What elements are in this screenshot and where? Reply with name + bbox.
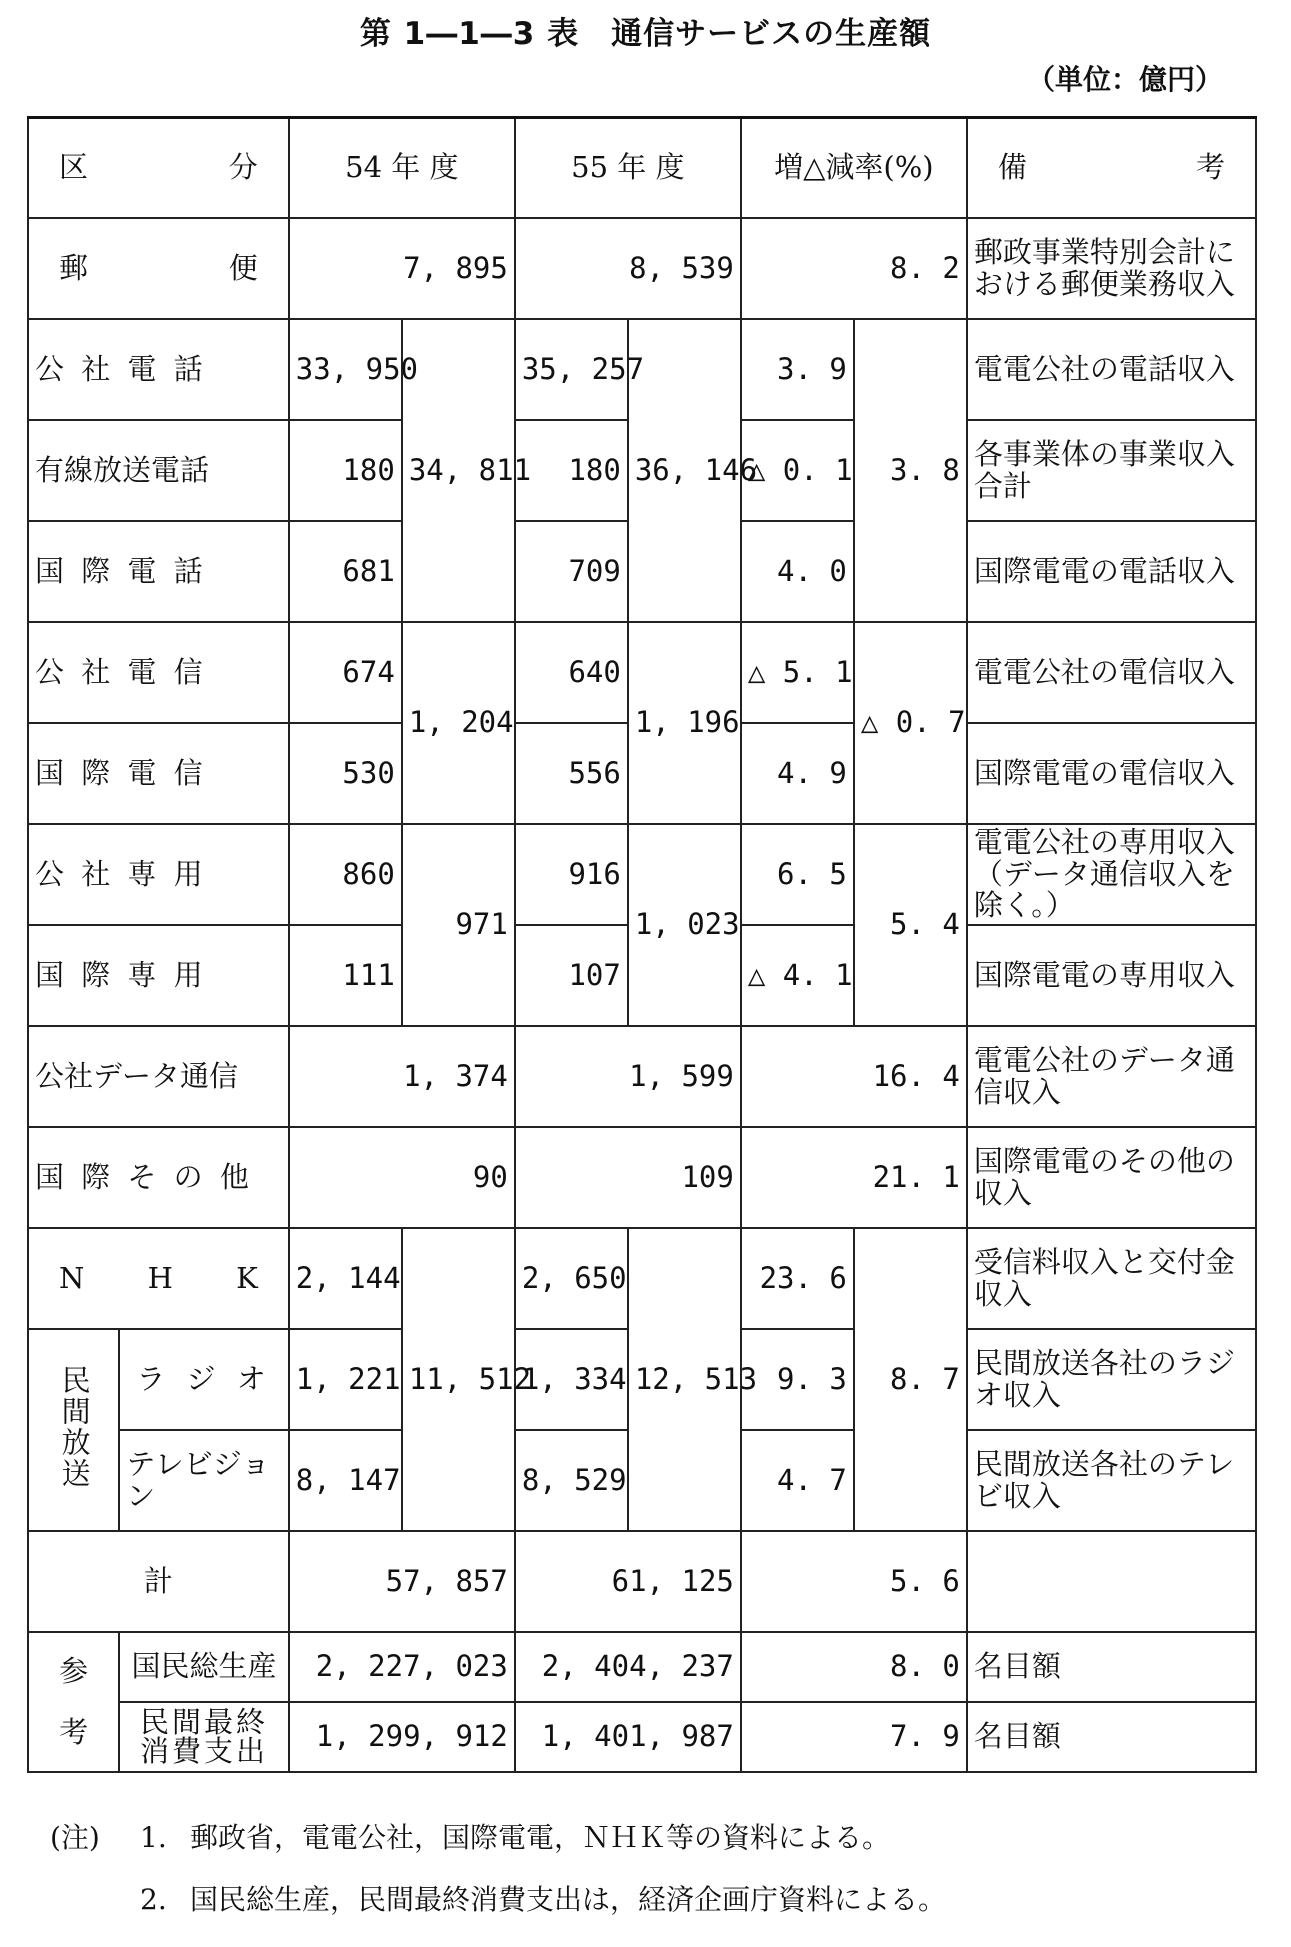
- value-fy55: 61, 125: [515, 1531, 741, 1632]
- value-fy55: 107: [515, 925, 628, 1026]
- value-fy55: 709: [515, 521, 628, 622]
- row-label: 国民総生産: [119, 1632, 289, 1702]
- value-rate: 4. 0: [741, 521, 854, 622]
- footnotes: [50, 1807, 946, 1931]
- value-rate: △ 5. 1: [741, 622, 854, 723]
- group-total-fy54: 971: [402, 824, 515, 1026]
- value-rate: 3. 9: [741, 319, 854, 420]
- value-rate: 4. 7: [741, 1430, 854, 1531]
- value-fy55: 1, 599: [515, 1026, 741, 1127]
- value-fy54: 530: [289, 723, 402, 824]
- group-total-fy54: 11, 512: [402, 1228, 515, 1531]
- value-fy54: 860: [289, 824, 402, 925]
- row-label: 公社データ通信: [28, 1026, 289, 1127]
- header-remarks: 備 考: [967, 118, 1256, 219]
- total-row: [28, 1531, 1256, 1632]
- table-row: [28, 1127, 1256, 1228]
- remarks-cell: 電電公社のデータ通信収入: [967, 1026, 1256, 1127]
- value-fy54: 7, 895: [289, 218, 515, 319]
- remarks-cell: 国際電電の電話収入: [967, 521, 1256, 622]
- value-fy55: 2, 404, 237: [515, 1632, 741, 1702]
- table-row: [28, 1026, 1256, 1127]
- value-fy54: 8, 147: [289, 1430, 402, 1531]
- group-total-fy54: 34, 811: [402, 319, 515, 622]
- remarks-cell: 民間放送各社のラジオ収入: [967, 1329, 1256, 1430]
- value-fy55: 556: [515, 723, 628, 824]
- remarks-cell: 電電公社の電話収入: [967, 319, 1256, 420]
- table-row: [28, 1228, 1256, 1329]
- remarks-cell: 電電公社の専用収入（データ通信収入を除く。）: [967, 824, 1256, 925]
- group-total-fy55: 1, 023: [628, 824, 741, 1026]
- value-rate: 7. 9: [741, 1702, 967, 1772]
- value-fy54: 33, 950: [289, 319, 402, 420]
- value-fy55: 8, 529: [515, 1430, 628, 1531]
- value-fy54: 90: [289, 1127, 515, 1228]
- header-category: 区 分: [28, 118, 289, 219]
- header-fy54: 54 年 度: [289, 118, 515, 219]
- value-fy55: 1, 401, 987: [515, 1702, 741, 1772]
- row-label: 計: [28, 1531, 289, 1632]
- value-rate: 4. 9: [741, 723, 854, 824]
- remarks-cell: 国際電電の電信収入: [967, 723, 1256, 824]
- row-label: 有線放送電話: [28, 420, 289, 521]
- value-rate: 5. 6: [741, 1531, 967, 1632]
- footnote-mark: (注): [50, 1821, 100, 1854]
- value-rate: 8. 0: [741, 1632, 967, 1702]
- remarks-cell: 民間放送各社のテレビ収入: [967, 1430, 1256, 1531]
- row-label: 民間最終消費支出: [119, 1702, 289, 1772]
- value-fy55: 109: [515, 1127, 741, 1228]
- value-fy54: 57, 857: [289, 1531, 515, 1632]
- value-fy55: 35, 257: [515, 319, 628, 420]
- remarks-cell: 受信料収入と交付金収入: [967, 1228, 1256, 1329]
- value-fy54: 2, 227, 023: [289, 1632, 515, 1702]
- value-rate: △ 0. 1: [741, 420, 854, 521]
- value-rate: 9. 3: [741, 1329, 854, 1430]
- value-fy54: 2, 144: [289, 1228, 402, 1329]
- footnote-2: 2. 国民総生産，民間最終消費支出は，経済企画庁資料による。: [140, 1883, 947, 1916]
- header-rate: 増△減率(%): [741, 118, 967, 219]
- remarks-cell: [967, 1531, 1256, 1632]
- value-rate: 6. 5: [741, 824, 854, 925]
- value-fy54: 1, 221: [289, 1329, 402, 1430]
- row-label: 郵 便: [28, 218, 289, 319]
- minkan-hoso-label: 民間放送: [28, 1329, 119, 1531]
- value-fy54: 111: [289, 925, 402, 1026]
- value-rate: △ 4. 1: [741, 925, 854, 1026]
- table-title: 第 1―1―3 表 通信サービスの生産額: [359, 16, 932, 52]
- value-rate: 16. 4: [741, 1026, 967, 1127]
- remarks-cell: 電電公社の電信収入: [967, 622, 1256, 723]
- row-label: テレビジョン: [119, 1430, 289, 1531]
- value-fy55: 180: [515, 420, 628, 521]
- group-total-fy55: 12, 513: [628, 1228, 741, 1531]
- group-rate: △ 0. 7: [854, 622, 967, 824]
- table-row: [28, 218, 1256, 319]
- row-label: 国 際 そ の 他: [28, 1127, 289, 1228]
- row-label: 公 社 電 話: [28, 319, 289, 420]
- row-label: N H K: [28, 1228, 289, 1329]
- value-fy55: 8, 539: [515, 218, 741, 319]
- table-row: [28, 824, 1256, 925]
- value-fy54: 1, 374: [289, 1026, 515, 1127]
- remarks-cell: 郵政事業特別会計における郵便業務収入: [967, 218, 1256, 319]
- value-fy55: 916: [515, 824, 628, 925]
- remarks-cell: 名目額: [967, 1702, 1256, 1772]
- table-row: [28, 1632, 1256, 1702]
- group-total-fy55: 36, 146: [628, 319, 741, 622]
- row-label: ラ ジ オ: [119, 1329, 289, 1430]
- remarks-cell: 各事業体の事業収入合計: [967, 420, 1256, 521]
- unit-label: （単位：億円）: [1026, 63, 1223, 96]
- value-rate: 21. 1: [741, 1127, 967, 1228]
- group-total-fy55: 1, 196: [628, 622, 741, 824]
- group-rate: 3. 8: [854, 319, 967, 622]
- header-row: [28, 118, 1256, 219]
- remarks-cell: 名目額: [967, 1632, 1256, 1702]
- row-label: 国 際 電 話: [28, 521, 289, 622]
- group-total-fy54: 1, 204: [402, 622, 515, 824]
- group-rate: 8. 7: [854, 1228, 967, 1531]
- value-fy55: 1, 334: [515, 1329, 628, 1430]
- value-rate: 8. 2: [741, 218, 967, 319]
- table-row: [28, 319, 1256, 420]
- sanko-label: 参 考: [28, 1632, 119, 1772]
- value-fy54: 180: [289, 420, 402, 521]
- header-fy55: 55 年 度: [515, 118, 741, 219]
- remarks-cell: 国際電電のその他の収入: [967, 1127, 1256, 1228]
- value-fy55: 640: [515, 622, 628, 723]
- footnote-1: (注) 1. 郵政省，電電公社，国際電電，ＮＨＫ等の資料による。: [50, 1807, 946, 1869]
- production-table: [27, 116, 1257, 1773]
- value-fy54: 674: [289, 622, 402, 723]
- value-rate: 23. 6: [741, 1228, 854, 1329]
- table-row: [28, 622, 1256, 723]
- row-label: 国 際 専 用: [28, 925, 289, 1026]
- row-label: 公 社 専 用: [28, 824, 289, 925]
- value-fy54: 1, 299, 912: [289, 1702, 515, 1772]
- value-fy55: 2, 650: [515, 1228, 628, 1329]
- group-rate: 5. 4: [854, 824, 967, 1026]
- table-row: [28, 1702, 1256, 1772]
- row-label: 国 際 電 信: [28, 723, 289, 824]
- value-fy54: 681: [289, 521, 402, 622]
- row-label: 公 社 電 信: [28, 622, 289, 723]
- remarks-cell: 国際電電の専用収入: [967, 925, 1256, 1026]
